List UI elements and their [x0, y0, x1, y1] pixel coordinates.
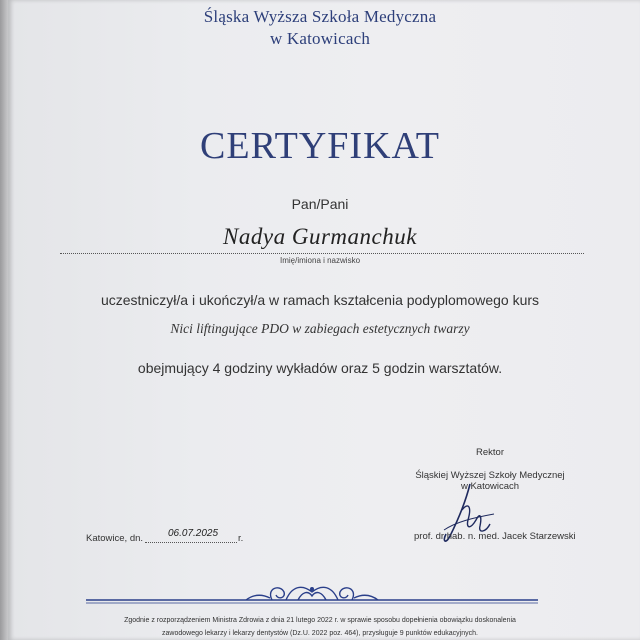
issue-place-label: Katowice, dn.	[86, 533, 144, 544]
institution-city: w Katowicach	[269, 29, 371, 48]
completion-statement: uczestniczył/a i ukończył/a w ramach kształcenia podyplomowego kurs	[100, 292, 540, 308]
name-caption: Imię/imiona i nazwisko	[279, 256, 361, 265]
institution-name: Śląska Wyższa Szkoła Medyczna	[203, 7, 437, 26]
course-hours: obejmujący 4 godziny wykładów oraz 5 godzin warsztatów.	[137, 360, 503, 376]
rector-title: Rektor	[476, 447, 504, 458]
decorative-flourish	[86, 580, 538, 612]
rector-name: prof. dr hab. n. med. Jacek Starzewski	[414, 531, 576, 542]
issue-date: 06.07.2025	[168, 528, 219, 539]
certificate-title: CERTYFIKAT	[200, 125, 440, 167]
issue-date-suffix: r.	[238, 533, 244, 544]
footer-legal-line-2: zawodowego lekarzy i lekarzy dentystów (Dz.U. 2022 poz. 464), przysługuje 9 punktów edukacyjnych.	[162, 630, 478, 637]
recipient-name: Nadya Gurmanchuk	[223, 224, 417, 249]
salutation: Pan/Pani	[291, 196, 349, 212]
footer-legal-line-1: Zgodnie z rozporządzeniem Ministra Zdrowia z dnia 21 lutego 2022 r. w sprawie sposobu dopełnienia obowiązku doskonalenia	[124, 617, 516, 624]
certificate-paper	[8, 0, 640, 640]
page-left-edge	[0, 0, 8, 640]
course-name: Nici liftingujące PDO w zabiegach estetycznych twarzy	[170, 321, 470, 336]
rector-institution: Śląskiej Wyższej Szkoły Medycznej	[415, 470, 565, 481]
name-dotted-line	[60, 253, 584, 254]
rector-city: w Katowicach	[460, 481, 520, 492]
